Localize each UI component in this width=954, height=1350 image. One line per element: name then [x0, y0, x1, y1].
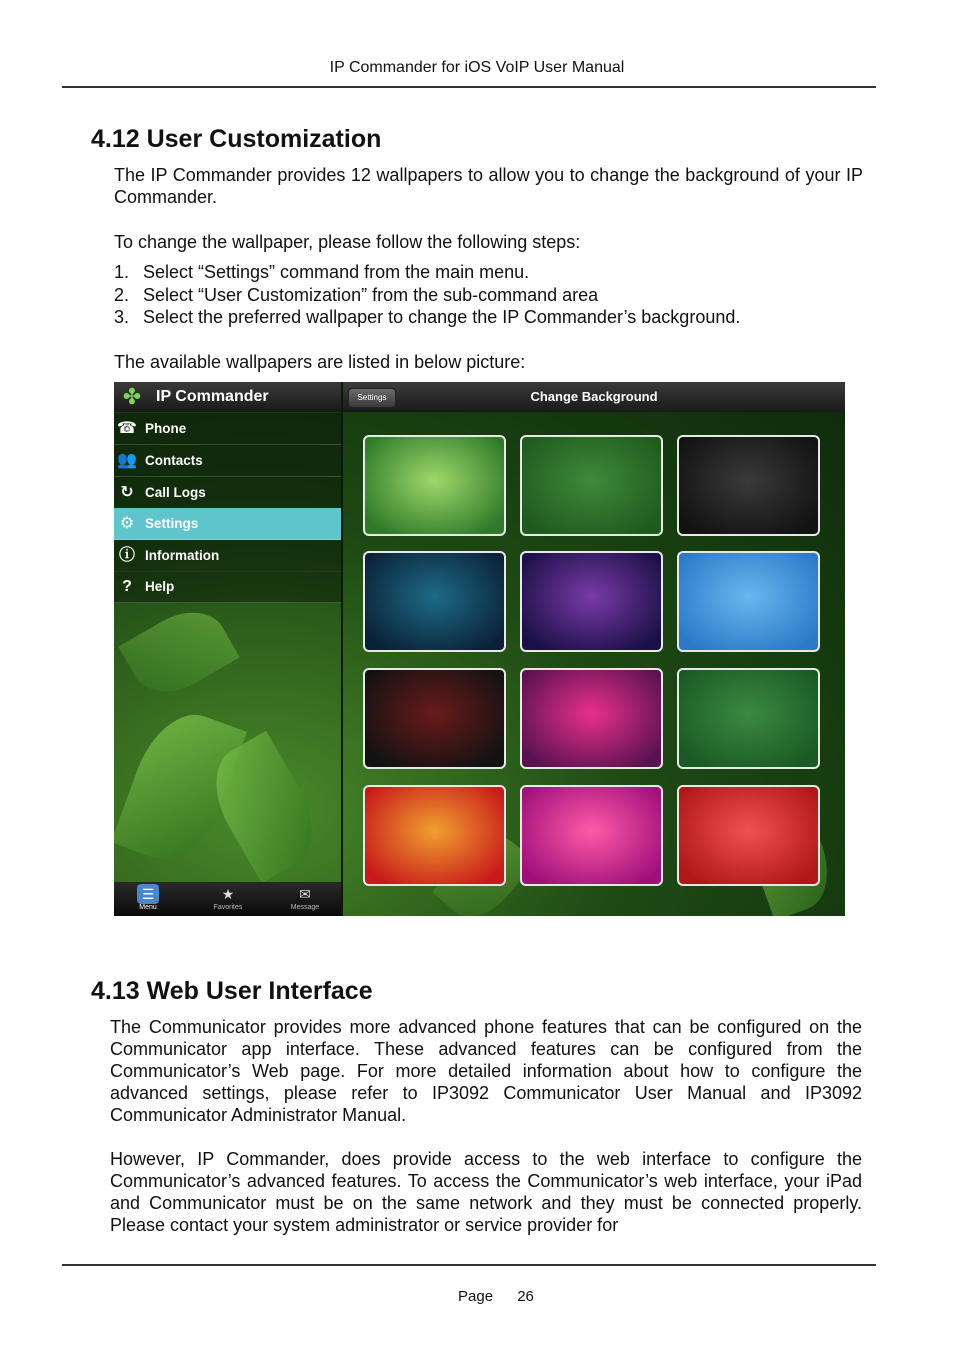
back-button-settings[interactable]: Settings: [348, 388, 396, 408]
sidebar-item-settings[interactable]: ⚙ Settings: [114, 508, 341, 540]
detail-navigation-bar: [343, 382, 845, 412]
wallpaper-thumbnail-12[interactable]: [677, 785, 820, 886]
tab-message[interactable]: ✉ Message: [290, 886, 320, 911]
screen-title: Change Background: [530, 389, 658, 404]
tab-favorites[interactable]: ★ Favorites: [213, 886, 243, 911]
wallpaper-thumbnail-4[interactable]: [363, 551, 506, 652]
web-ui-paragraph-1: The Communicator provides more advanced phone features that can be configured on the Communicator app interface. These advanced features can be configured from the Communicator’s Web page. For more detailed information about how to configure the advanced settings, please refer to IP3092 Communicator User Manual and IP3092 Communicator Administrator Manual.: [110, 1017, 862, 1125]
page-label: Page: [458, 1288, 494, 1305]
section-heading-user-customization: 4.12 User Customization: [91, 125, 382, 153]
list-item: 2. Select “User Customization” from the sub-command area: [114, 284, 599, 305]
wallpaper-thumbnail-11[interactable]: [520, 785, 663, 886]
tab-menu[interactable]: ☰ Menu: [118, 884, 178, 916]
web-ui-paragraph-2: However, IP Commander, does provide access to the web interface to configure the Communicator’s advanced features. To access the Communicator’s web interface, your iPad and Communicator must be on the same network and they must be connected properly. Please contact your system administrator or service provider for: [110, 1149, 862, 1235]
phone-icon: ☎: [117, 420, 137, 437]
sidebar-item-information[interactable]: ⓘ Information: [114, 540, 341, 572]
contacts-icon: 👥: [117, 452, 137, 469]
pane-divider: [341, 382, 343, 916]
wallpaper-thumbnail-1[interactable]: [363, 435, 506, 536]
help-icon: ?: [122, 578, 132, 595]
app-screenshot: [114, 382, 845, 916]
sidebar-header: [114, 382, 341, 412]
page-footer: [458, 1288, 534, 1305]
sidebar-item-call-logs[interactable]: ↻ Call Logs: [114, 477, 341, 509]
leaf-logo-icon: ✤: [122, 384, 142, 409]
sidebar-item-contacts[interactable]: 👥 Contacts: [114, 445, 341, 477]
wallpaper-thumbnail-8[interactable]: [520, 668, 663, 769]
picture-caption: The available wallpapers are listed in below picture:: [114, 352, 526, 372]
sidebar-item-help[interactable]: ? Help: [114, 571, 341, 603]
info-icon: ⓘ: [118, 547, 135, 564]
wallpaper-thumbnail-9[interactable]: [677, 668, 820, 769]
sidebar-item-phone[interactable]: ☎ Phone: [114, 413, 341, 445]
gear-icon: ⚙: [119, 515, 135, 532]
intro-paragraph: The IP Commander provides 12 wallpapers to allow you to change the background of your IP Commander.: [114, 165, 863, 207]
wallpaper-thumbnail-6[interactable]: [677, 551, 820, 652]
wallpaper-thumbnail-10[interactable]: [363, 785, 506, 886]
message-icon: ✉: [299, 886, 311, 902]
section-heading-web-user-interface: 4.13 Web User Interface: [91, 977, 373, 1005]
tab-bar: [114, 882, 341, 916]
page-number: 26: [517, 1288, 534, 1305]
list-item: 1. Select “Settings” command from the main menu.: [114, 262, 530, 282]
menu-icon: ☰: [137, 884, 159, 904]
call-logs-icon: ↻: [120, 484, 134, 501]
list-item: 3. Select the preferred wallpaper to change the IP Commander’s background.: [114, 307, 741, 327]
wallpaper-thumbnail-3[interactable]: [677, 435, 820, 536]
wallpaper-thumbnail-5[interactable]: [520, 551, 663, 652]
star-icon: ★: [221, 886, 235, 902]
wallpaper-thumbnail-7[interactable]: [363, 668, 506, 769]
footer-rule: [62, 1264, 876, 1266]
app-title: IP Commander: [156, 388, 269, 405]
steps-list: [114, 261, 863, 329]
steps-intro: To change the wallpaper, please follow the following steps:: [114, 232, 581, 252]
sidebar: [114, 382, 341, 916]
header-rule: [62, 86, 876, 88]
wallpaper-thumbnail-2[interactable]: [520, 435, 663, 536]
document-title: IP Commander for iOS VoIP User Manual: [329, 59, 625, 76]
